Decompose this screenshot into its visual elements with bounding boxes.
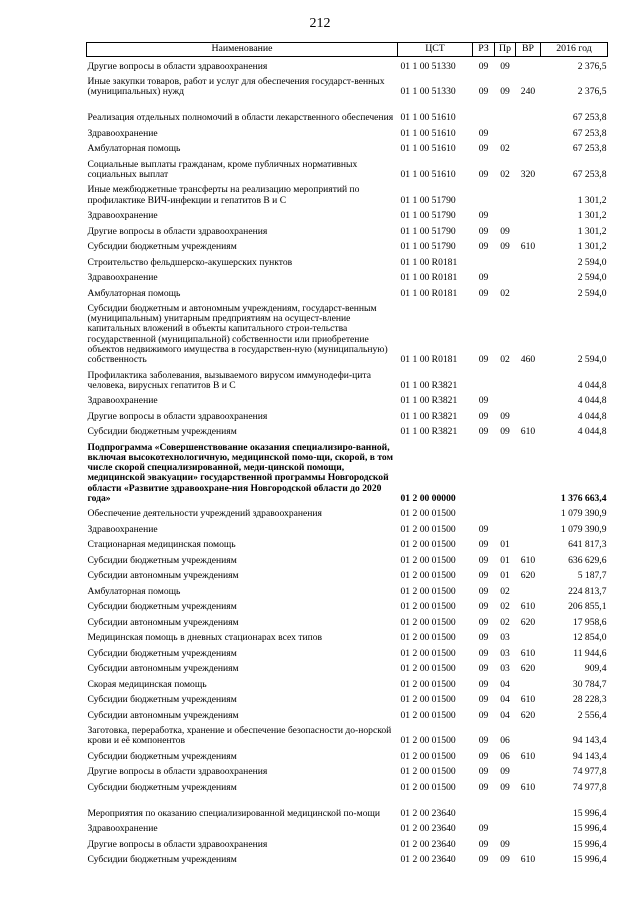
row-cst: 01 1 00 51610: [400, 112, 456, 124]
row-pr: [495, 391, 516, 407]
row-sum: 17 958,6: [572, 616, 607, 628]
row-sum: 11 944,6: [573, 647, 607, 659]
row-rz: 09: [478, 678, 489, 690]
row-name: Другие вопросы в области здравоохранения: [87, 838, 268, 850]
table-row: [87, 535, 608, 551]
table-row: [87, 762, 608, 778]
row-cst: 01 2 00 00000: [400, 492, 456, 504]
row-name: Амбулаторная помощь: [87, 585, 181, 597]
row-pr: 02: [500, 616, 510, 628]
row-name: Заготовка, переработка, хранение и обеспечение безопасности до-норской крови и её компонентов: [87, 725, 392, 747]
row-sum: 641 817,3: [568, 539, 607, 551]
row-cst: 01 2 00 01500: [400, 647, 456, 659]
row-pr: [495, 123, 516, 139]
row-pr: [495, 180, 516, 206]
row-rz: 09: [478, 838, 489, 850]
row-name: Субсидии бюджетным и автономным учреждениям, государст-венным (муниципальным) унитарным предприятиям на осущест-вление капитальных вложений в объекты капитального строи-тельства государственной (муниципальной) собственности или приобретение объектов недвижимого имущества в государствен-ную (муниципальную) собственность: [87, 303, 388, 366]
table-body: [87, 57, 608, 866]
row-pr: 09: [500, 838, 510, 850]
table-row: [87, 406, 608, 422]
table-row: [87, 747, 608, 763]
row-pr: 09: [500, 766, 510, 778]
table-row: [87, 550, 608, 566]
row-rz: 09: [478, 241, 489, 253]
row-vr: 610: [520, 426, 536, 438]
row-cst: 01 2 00 01500: [400, 750, 456, 762]
table-row: [87, 793, 608, 819]
row-rz: 09: [478, 585, 489, 597]
row-sum: 2 556,4: [577, 709, 607, 721]
row-cst: 01 1 00 R0181: [400, 287, 458, 299]
row-cst: 01 2 00 01500: [400, 554, 456, 566]
row-cst: 01 1 00 51610: [400, 168, 456, 180]
row-rz: 09: [478, 143, 489, 155]
table-row: [87, 819, 608, 835]
table-row: [87, 437, 608, 504]
table-row: [87, 391, 608, 407]
row-pr: [495, 504, 516, 520]
row-pr: 02: [500, 168, 510, 180]
row-sum: 909,4: [584, 663, 607, 675]
row-vr: 610: [520, 601, 536, 613]
row-pr: [495, 793, 516, 819]
row-cst: 01 1 00 R3821: [400, 426, 458, 438]
row-name: Социальные выплаты гражданам, кроме публичных нормативных социальных выплат: [87, 158, 358, 180]
row-rz: 09: [478, 663, 489, 675]
row-sum: 636 629,6: [568, 554, 607, 566]
table-row: [87, 206, 608, 222]
table-row: [87, 566, 608, 582]
table-row: [87, 721, 608, 747]
row-cst: 01 1 00 R3821: [400, 395, 458, 407]
row-name: Субсидии бюджетным учреждениям: [87, 647, 237, 659]
row-rz: 09: [478, 287, 489, 299]
table-row: [87, 705, 608, 721]
row-rz: [473, 252, 495, 268]
row-rz: [473, 365, 495, 391]
row-vr: 610: [520, 554, 536, 566]
row-sum: 74 977,8: [572, 766, 607, 778]
row-name: Субсидии бюджетным учреждениям: [87, 694, 237, 706]
page-number: 212: [309, 16, 331, 31]
row-rz: 09: [478, 168, 489, 180]
table-row: [87, 834, 608, 850]
row-name: Субсидии автономным учреждениям: [87, 616, 239, 628]
table-row: [87, 659, 608, 675]
row-rz: 09: [478, 354, 489, 366]
row-sum: 67 253,8: [572, 143, 607, 155]
row-vr: [516, 283, 541, 299]
row-pr: 03: [500, 663, 510, 675]
row-rz: 09: [478, 694, 489, 706]
table-row: [87, 643, 608, 659]
row-sum: 67 253,8: [572, 168, 607, 180]
row-cst: 01 2 00 01500: [400, 601, 456, 613]
table-row: [87, 237, 608, 253]
table-row: [87, 674, 608, 690]
row-vr: [516, 206, 541, 222]
row-cst: 01 2 00 01500: [400, 523, 456, 535]
row-cst: 01 2 00 01500: [400, 570, 456, 582]
row-vr: 610: [520, 241, 536, 253]
row-cst: 01 1 00 R0181: [400, 272, 458, 284]
row-vr: [516, 674, 541, 690]
row-cst: 01 1 00 R3821: [400, 410, 458, 422]
table-row: [87, 628, 608, 644]
row-rz: 09: [478, 127, 489, 139]
header-cst: ЦСТ: [398, 43, 473, 57]
row-sum: 4 044,8: [577, 395, 607, 407]
table-row: [87, 597, 608, 613]
row-sum: 74 977,8: [572, 781, 607, 793]
row-name: Здравоохранение: [87, 272, 158, 284]
row-name: Здравоохранение: [87, 127, 158, 139]
row-vr: 620: [520, 663, 536, 675]
row-rz: 09: [478, 647, 489, 659]
row-pr: 09: [500, 225, 510, 237]
row-vr: [516, 519, 541, 535]
row-cst: 01 1 00 R3821: [400, 379, 458, 391]
table-row: [87, 154, 608, 180]
row-rz: 09: [478, 225, 489, 237]
row-rz: 09: [478, 781, 489, 793]
row-pr: [495, 365, 516, 391]
row-sum: 4 044,8: [577, 379, 607, 391]
row-name: Субсидии бюджетным учреждениям: [87, 426, 237, 438]
row-sum: 30 784,7: [572, 678, 607, 690]
row-name: Другие вопросы в области здравоохранения: [87, 410, 268, 422]
row-vr: [516, 139, 541, 155]
row-name: Профилактика заболевания, вызываемого вирусом иммунодефи-цита человека, вирусных гепатитов В и С: [87, 369, 371, 391]
row-vr: 320: [520, 168, 536, 180]
row-vr: [516, 762, 541, 778]
row-sum: 12 854,0: [572, 632, 607, 644]
row-cst: 01 1 00 51610: [400, 127, 456, 139]
row-pr: [495, 252, 516, 268]
row-pr: 06: [500, 735, 510, 747]
row-pr: [495, 206, 516, 222]
row-name: Субсидии автономным учреждениям: [87, 663, 239, 675]
row-name: Субсидии автономным учреждениям: [87, 570, 239, 582]
row-name: Здравоохранение: [87, 523, 158, 535]
row-pr: 09: [500, 781, 510, 793]
table-row: [87, 690, 608, 706]
row-rz: 09: [478, 616, 489, 628]
row-name: Иные межбюджетные трансферты на реализацию мероприятий по профилактике ВИЧ-инфекции и гепатитов В и С: [87, 184, 360, 206]
table-row: [87, 252, 608, 268]
row-pr: 09: [500, 60, 510, 72]
table-row: [87, 180, 608, 206]
row-pr: 02: [500, 585, 510, 597]
row-name: Скорая медицинская помощь: [87, 678, 207, 690]
row-vr: 620: [520, 709, 536, 721]
row-vr: [516, 365, 541, 391]
row-pr: 02: [500, 143, 510, 155]
row-vr: [516, 268, 541, 284]
row-cst: 01 1 00 51790: [400, 241, 456, 253]
row-sum: 1 301,2: [577, 210, 607, 222]
row-pr: [495, 819, 516, 835]
table-row: [87, 123, 608, 139]
row-cst: 01 1 00 R0181: [400, 256, 458, 268]
table-row: [87, 504, 608, 520]
row-pr: 04: [500, 709, 510, 721]
table-row: [87, 850, 608, 866]
row-name: Обеспечение деятельности учреждений здравоохранения: [87, 508, 322, 520]
row-cst: 01 1 00 R0181: [400, 354, 458, 366]
row-vr: 610: [520, 750, 536, 762]
row-name: Медицинская помощь в дневных стационарах всех типов: [87, 632, 323, 644]
row-sum: 15 996,4: [572, 823, 607, 835]
budget-table: [86, 42, 608, 865]
row-sum: 94 143,4: [572, 750, 607, 762]
row-cst: 01 1 00 51790: [400, 225, 456, 237]
table-row: [87, 221, 608, 237]
header-name: Наименование: [87, 43, 398, 57]
row-vr: [516, 221, 541, 237]
row-sum: 1 301,2: [577, 194, 607, 206]
row-rz: [473, 793, 495, 819]
row-rz: [473, 504, 495, 520]
row-name: Иные закупки товаров, работ и услуг для обеспечения государст-венных (муниципальных) нужд: [87, 76, 385, 98]
row-rz: 09: [478, 395, 489, 407]
row-vr: [516, 793, 541, 819]
row-name: Стационарная медицинская помощь: [87, 539, 236, 551]
row-pr: [495, 268, 516, 284]
row-vr: [516, 252, 541, 268]
header-pr: Пр: [495, 43, 516, 57]
row-name: Субсидии бюджетным учреждениям: [87, 601, 237, 613]
row-cst: 01 2 00 01500: [400, 585, 456, 597]
row-rz: 09: [478, 426, 489, 438]
table-row: [87, 581, 608, 597]
row-pr: 09: [500, 241, 510, 253]
row-rz: 09: [478, 570, 489, 582]
row-cst: 01 2 00 01500: [400, 663, 456, 675]
row-vr: 610: [520, 694, 536, 706]
row-name: Другие вопросы в области здравоохранения: [87, 60, 268, 72]
row-cst: 01 2 00 01500: [400, 709, 456, 721]
row-name: Строительство фельдшерско-акушерских пунктов: [87, 256, 293, 268]
row-vr: [516, 581, 541, 597]
table-row: [87, 72, 608, 98]
row-pr: 01: [500, 554, 510, 566]
row-sum: 1 301,2: [577, 225, 607, 237]
row-pr: 03: [500, 632, 510, 644]
row-pr: 04: [500, 694, 510, 706]
row-cst: 01 2 00 23640: [400, 838, 456, 850]
row-vr: [516, 98, 541, 124]
row-cst: 01 2 00 23640: [400, 823, 456, 835]
row-cst: 01 2 00 23640: [400, 854, 456, 866]
row-sum: 1 079 390,9: [560, 523, 607, 535]
row-cst: 01 2 00 01500: [400, 616, 456, 628]
row-pr: 09: [500, 410, 510, 422]
row-sum: 5 187,7: [577, 570, 607, 582]
header-rz: РЗ: [473, 43, 495, 57]
row-vr: 460: [520, 354, 536, 366]
row-sum: 224 813,7: [568, 585, 607, 597]
row-cst: 01 2 00 01500: [400, 766, 456, 778]
row-rz: [473, 437, 495, 504]
row-vr: 610: [520, 854, 536, 866]
row-sum: 15 996,4: [572, 838, 607, 850]
row-rz: 09: [478, 272, 489, 284]
row-pr: 01: [500, 539, 510, 551]
row-cst: 01 1 00 51790: [400, 194, 456, 206]
header-year: 2016 год: [541, 43, 608, 57]
row-vr: [516, 628, 541, 644]
row-rz: 09: [478, 554, 489, 566]
row-vr: [516, 819, 541, 835]
row-rz: 09: [478, 539, 489, 551]
table-row: [87, 57, 608, 73]
row-cst: 01 2 00 01500: [400, 539, 456, 551]
table-row: [87, 365, 608, 391]
row-pr: 09: [500, 86, 510, 98]
row-rz: 09: [478, 632, 489, 644]
row-sum: 2 594,0: [577, 354, 607, 366]
row-sum: 1 301,2: [577, 241, 607, 253]
row-sum: 67 253,8: [572, 112, 607, 124]
table-row: [87, 778, 608, 794]
table-row: [87, 98, 608, 124]
row-sum: 206 855,1: [568, 601, 607, 613]
row-cst: 01 1 00 51610: [400, 143, 456, 155]
row-vr: [516, 391, 541, 407]
row-pr: 02: [500, 287, 510, 299]
row-pr: 02: [500, 601, 510, 613]
row-sum: 2 376,5: [577, 60, 607, 72]
row-pr: 03: [500, 647, 510, 659]
row-name: Амбулаторная помощь: [87, 143, 181, 155]
row-name: Субсидии бюджетным учреждениям: [87, 750, 237, 762]
row-name: Амбулаторная помощь: [87, 287, 181, 299]
row-sum: 4 044,8: [577, 426, 607, 438]
row-name: Субсидии бюджетным учреждениям: [87, 854, 237, 866]
row-sum: 1 376 663,4: [560, 492, 607, 504]
row-pr: 01: [500, 570, 510, 582]
row-cst: 01 2 00 01500: [400, 694, 456, 706]
row-pr: [495, 437, 516, 504]
row-vr: [516, 437, 541, 504]
row-vr: 620: [520, 616, 536, 628]
row-rz: 09: [478, 823, 489, 835]
row-sum: 15 996,4: [572, 854, 607, 866]
row-sum: 94 143,4: [572, 735, 607, 747]
row-rz: 09: [478, 709, 489, 721]
row-vr: 610: [520, 647, 536, 659]
table-row: [87, 612, 608, 628]
row-name: Реализация отдельных полномочий в области лекарственного обеспечения: [87, 112, 394, 124]
row-pr: 06: [500, 750, 510, 762]
row-rz: 09: [478, 735, 489, 747]
row-sum: 2 594,0: [577, 256, 607, 268]
header-vr: ВР: [516, 43, 541, 57]
row-name: Другие вопросы в области здравоохранения: [87, 225, 268, 237]
row-name: Мероприятия по оказанию специализированной медицинской по-мощи: [87, 807, 381, 819]
table-row: [87, 422, 608, 438]
row-cst: 01 1 00 51790: [400, 210, 456, 222]
row-rz: 09: [478, 410, 489, 422]
table-header-row: [87, 43, 608, 57]
row-cst: 01 1 00 51330: [400, 60, 456, 72]
table-row: [87, 139, 608, 155]
row-vr: [516, 180, 541, 206]
row-sum: 67 253,8: [572, 127, 607, 139]
row-rz: 09: [478, 60, 489, 72]
row-sum: 2 594,0: [577, 287, 607, 299]
row-vr: [516, 123, 541, 139]
row-cst: 01 2 00 23640: [400, 807, 456, 819]
table-row: [87, 299, 608, 366]
row-sum: 2 376,5: [577, 86, 607, 98]
row-cst: 01 2 00 01500: [400, 632, 456, 644]
row-rz: 09: [478, 86, 489, 98]
row-vr: [516, 721, 541, 747]
row-name: Подпрограмма «Совершенствование оказания специализиро-ванной, включая высокотехнологичную, медицинской помо-щи, скорой, в том числе скорой специализированной, меди-цинской помощи, медицинской эвакуации» государственной программы Новгородской области «Развитие здравоохране-ния Новгородской области до 2020 года»: [87, 441, 394, 504]
row-pr: 09: [500, 426, 510, 438]
row-vr: 620: [520, 570, 536, 582]
row-pr: [495, 519, 516, 535]
row-name: Здравоохранение: [87, 823, 158, 835]
row-sum: 1 079 390,9: [560, 508, 607, 520]
row-pr: [495, 98, 516, 124]
row-vr: [516, 57, 541, 73]
row-pr: 04: [500, 678, 510, 690]
row-vr: [516, 504, 541, 520]
row-name: Здравоохранение: [87, 210, 158, 222]
table-row: [87, 268, 608, 284]
row-vr: [516, 834, 541, 850]
row-name: Субсидии бюджетным учреждениям: [87, 554, 237, 566]
row-sum: 28 228,3: [572, 694, 607, 706]
table-row: [87, 283, 608, 299]
row-name: Субсидии бюджетным учреждениям: [87, 781, 237, 793]
row-rz: [473, 180, 495, 206]
row-sum: 2 594,0: [577, 272, 607, 284]
row-name: Другие вопросы в области здравоохранения: [87, 766, 268, 778]
row-rz: 09: [478, 523, 489, 535]
row-vr: [516, 535, 541, 551]
row-rz: [473, 98, 495, 124]
row-name: Субсидии автономным учреждениям: [87, 709, 239, 721]
row-sum: 4 044,8: [577, 410, 607, 422]
row-vr: 240: [520, 86, 536, 98]
row-cst: 01 1 00 51330: [400, 86, 456, 98]
row-name: Здравоохранение: [87, 395, 158, 407]
row-rz: 09: [478, 601, 489, 613]
row-name: Субсидии бюджетным учреждениям: [87, 241, 237, 253]
row-cst: 01 2 00 01500: [400, 735, 456, 747]
row-cst: 01 2 00 01500: [400, 508, 456, 520]
row-rz: 09: [478, 210, 489, 222]
table-row: [87, 519, 608, 535]
row-cst: 01 2 00 01500: [400, 781, 456, 793]
row-rz: 09: [478, 750, 489, 762]
row-cst: 01 2 00 01500: [400, 678, 456, 690]
row-vr: [516, 406, 541, 422]
row-vr: 610: [520, 781, 536, 793]
row-pr: 09: [500, 854, 510, 866]
row-sum: 15 996,4: [572, 807, 607, 819]
row-rz: 09: [478, 766, 489, 778]
row-rz: 09: [478, 854, 489, 866]
row-pr: 02: [500, 354, 510, 366]
